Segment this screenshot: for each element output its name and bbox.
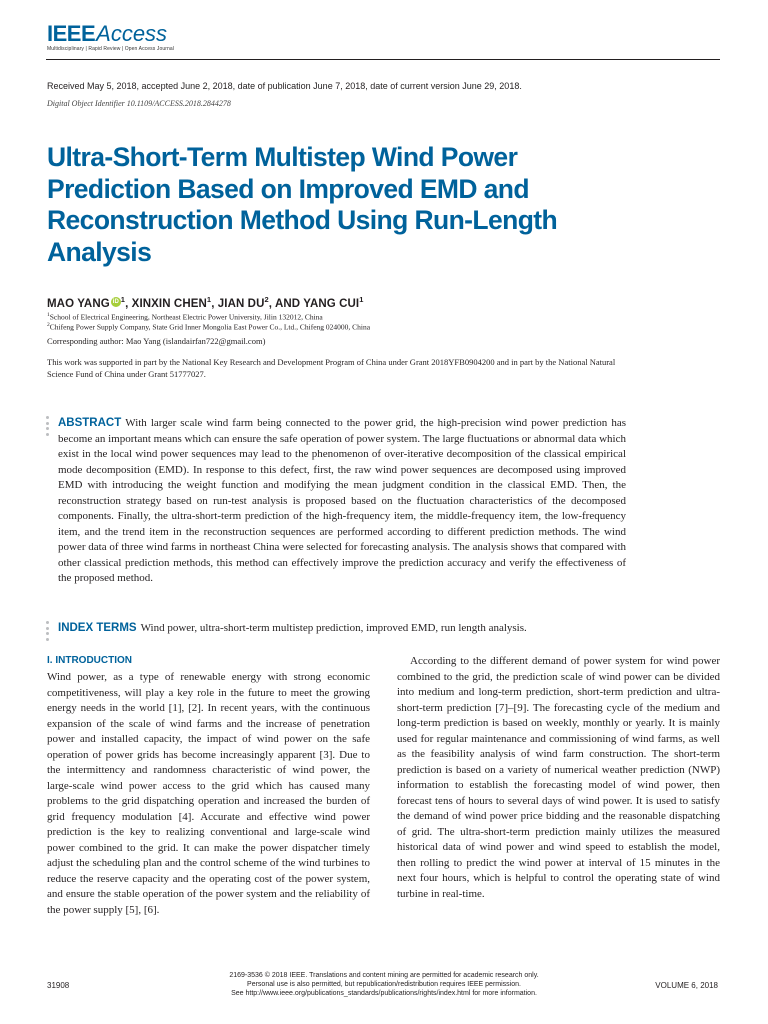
section-heading: I. INTRODUCTION: [47, 655, 132, 666]
abstract-label: ABSTRACT: [58, 417, 122, 429]
header-divider: [46, 59, 720, 60]
body-column-left: Wind power, as a type of renewable energy with strong economic competitiveness, will play a key role in the future to meet the growing energy needs in the world [1], [2]. In recent years, with the continuous expansion of the scale of wind farms and the increase of penetration power and installed capacity, the impact of wind power on the safe operation of power grids has become increasingly apparent [3]. Due to the intermittency and randomness characteristic of wind power, the large-scale wind power access to the grid which has caused many problems to the grid dispatching operation and increased the burden of grid frequency modulation [4]. Accurate and effective wind power prediction is the key to realizing conventional and large-scale wind power combined to the grid. It can make the power dispatcher timely adjust the scheduling plan and the control scheme of the wind turbines to reduce the reserve capacity and the operating cost of the power system, and ensure the stable operation of the power system and the reliability of the power supply [5], [6].: [47, 671, 370, 916]
body-column-right: According to the different demand of power system for wind power combined to the grid, the prediction scale of wind power can be divided into medium and long-term prediction, short-term prediction and ultra-short-term prediction [7]–[9]. The forecasting cycle of the medium and long-term prediction is based on weekly, monthly or yearly. It is mainly used for regular maintenance and commissioning of wind farms, as well as the feasibility analysis of wind farm construction. The short-term prediction is based on a variety of numerical weather prediction (NWP) information to establish the forecasting model of wind power, then forecast tens of hours to several days of wind power. It is used to satisfy the demand of wind power price bidding and the reasonable dispatching of grid. The ultra-short-term prediction mainly utilizes the measured historical data of wind power and wind speed to establish the model, then rolling to predict the wind power at interval of 15 minutes in the next four hours, which is helpful to control the operating state of wind turbine in real-time.: [397, 655, 720, 900]
journal-name: [47, 23, 174, 45]
author-name: MAO YANG: [47, 297, 110, 310]
received-dates: Received May 5, 2018, accepted June 2, 2018, date of publication June 7, 2018, date of current version June 29, 2018.: [47, 81, 522, 91]
journal-name-access: Access: [96, 21, 168, 46]
affiliation-text: School of Electrical Engineering, Northeast Electric Power University, Jilin 132012, China: [49, 312, 323, 322]
abstract: [58, 416, 626, 587]
copyright-line: 2169-3536 © 2018 IEEE. Translations and content mining are permitted for academic research only.: [229, 972, 539, 979]
corresponding-author: Corresponding author: Mao Yang (islandairfan722@gmail.com): [47, 336, 266, 346]
author-affiliation-mark: 2: [264, 295, 269, 304]
index-terms-label: INDEX TERMS: [58, 622, 137, 634]
orcid-icon[interactable]: iD: [112, 298, 119, 305]
doi: Digital Object Identifier 10.1109/ACCESS.2018.2844278: [47, 99, 231, 108]
journal-name-ieee: IEEE: [47, 21, 96, 46]
author-separator: ,: [211, 297, 218, 310]
paper-title: Ultra-Short-Term Multistep Wind Power Prediction Based on Improved EMD and Reconstruction Method Using Run-Length Analysis: [47, 142, 558, 267]
affiliation-mark: 2: [47, 322, 50, 328]
author-affiliation-mark: 1: [206, 295, 212, 304]
page-number: 31908: [47, 981, 70, 990]
index-terms: [58, 621, 658, 637]
author-separator: , AND: [268, 297, 304, 310]
volume-info: VOLUME 6, 2018: [655, 981, 718, 990]
author-name: XINXIN CHEN: [131, 297, 207, 310]
affiliation-2: [47, 322, 370, 332]
author-affiliation-mark: 1: [359, 295, 364, 304]
journal-tagline: Multidisciplinary | Rapid Review | Open Access Journal: [47, 46, 174, 52]
abstract-marker-icon: [46, 416, 50, 438]
author-name: JIAN DU: [217, 297, 265, 310]
affiliation-1: [47, 312, 323, 322]
author-name: YANG CUI: [303, 297, 360, 310]
funding-note: This work was supported in part by the National Key Research and Development Program of China under Grant 2018YFB0904200 and in part by the National Natural Science Fund of China under Grant 51777027.: [47, 357, 616, 379]
journal-logo: [47, 23, 174, 52]
index-terms-marker-icon: [46, 621, 50, 643]
abstract-text: With larger scale wind farm being connected to the power grid, the high-precision wind power prediction has become an important means which can ensure the safe operation of power system. The large fluctuations or abnormal data which exist in the local wind power sequences may lead to the phenomenon of over-iterative decomposition of the classical empirical mode decomposition (EMD). In response to this defect, first, the raw wind power sequences are decomposed using improved EMD with introducing the weight function and modifying the mean judgment condition in the classical EMD. Then, the reconstruction strategy based on run-test analysis is proposed based on the fluctuation characteristics of the decomposed components. Finally, the ultra-short-term prediction of the high-frequency item, the middle-frequency item, the low-frequency item, and the trend item in the reconstruction sequences are performed according to different prediction methods. The wind power data of three wind farms in northeast China were selected for forecasting analysis. The analysis shows that compared with other classical prediction methods, this method can effectively improve the prediction accuracy and verify the effectiveness of the proposed method.: [58, 417, 626, 584]
author-list: [47, 295, 364, 310]
index-terms-text: Wind power, ultra-short-term multistep prediction, improved EMD, run length analysis.: [140, 622, 527, 634]
copyright-notice: [150, 971, 618, 998]
affiliation-text: Chifeng Power Supply Company, State Grid Inner Mongolia East Power Co., Ltd., Chifeng 024000, China: [49, 322, 371, 332]
author-separator: ,: [125, 297, 132, 310]
copyright-line: See http://www.ieee.org/publications_standards/publications/rights/index.html for more information.: [231, 990, 537, 997]
copyright-line: Personal use is also permitted, but republication/redistribution requires IEEE permission.: [247, 981, 521, 988]
author-affiliation-mark: 1: [120, 295, 126, 304]
affiliation-mark: 1: [47, 312, 50, 318]
